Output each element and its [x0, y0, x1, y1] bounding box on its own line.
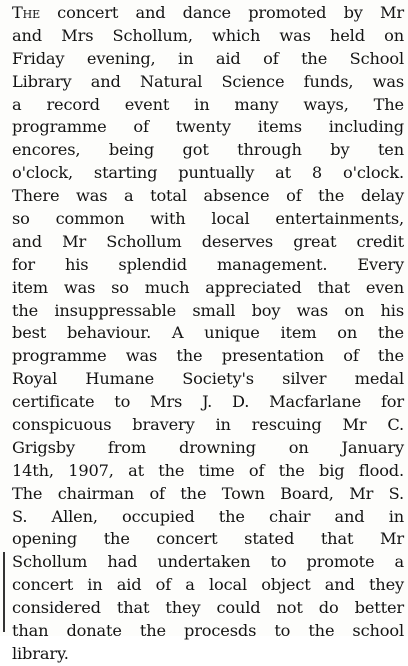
article-lead-word: The [12, 3, 40, 22]
article-line: best behaviour. A unique item on the [12, 323, 404, 343]
article-line: item was so much appreciated that even [12, 277, 404, 297]
article-line: Library and Natural Science funds, was [12, 71, 404, 91]
article-text [12, 2, 404, 666]
article-line: for his splendid management. Every [12, 254, 404, 274]
article-line: so common with local entertainments, [12, 209, 404, 229]
article-line: The chairman of the Town Board, Mr S. [12, 483, 404, 503]
article-line: and Mr Schollum deserves great credit [12, 231, 404, 251]
article-line: than donate the procesds to the school [12, 621, 404, 641]
article-line: programme of twenty items including [12, 117, 404, 137]
column-rule [3, 552, 5, 632]
article-line-text: concert and dance promoted by Mr [39, 3, 404, 22]
article-line: Royal Humane Society's silver medal [12, 369, 404, 389]
article-line: 14th, 1907, at the time of the big flood. [12, 460, 404, 480]
article-line: conspicuous bravery in rescuing Mr C. [12, 415, 404, 435]
article-line: opening the concert stated that Mr [12, 529, 404, 549]
article-line [12, 2, 404, 25]
article-line: Friday evening, in aid of the School [12, 48, 404, 68]
article-line: programme was the presentation of the [12, 346, 404, 366]
article-line: There was a total absence of the delay [12, 186, 404, 206]
article-line: Grigsby from drowning on January [12, 437, 404, 457]
article-line: and Mrs Schollum, which was held on [12, 25, 404, 45]
article-line: o'clock, starting puntually at 8 o'clock. [12, 163, 404, 183]
article-line: the insuppressable small boy was on his [12, 300, 404, 320]
article-line: library. [12, 643, 69, 663]
article-line: certificate to Mrs J. D. Macfarlane for [12, 392, 404, 412]
article-line: S. Allen, occupied the chair and in [12, 506, 404, 526]
article-line: concert in aid of a local object and they [12, 575, 404, 595]
article-line: encores, being got through by ten [12, 140, 404, 160]
article-line: a record event in many ways, The [12, 94, 404, 114]
article-line: Schollum had undertaken to promote a [12, 552, 404, 572]
article-line: considered that they could not do better [12, 598, 404, 618]
